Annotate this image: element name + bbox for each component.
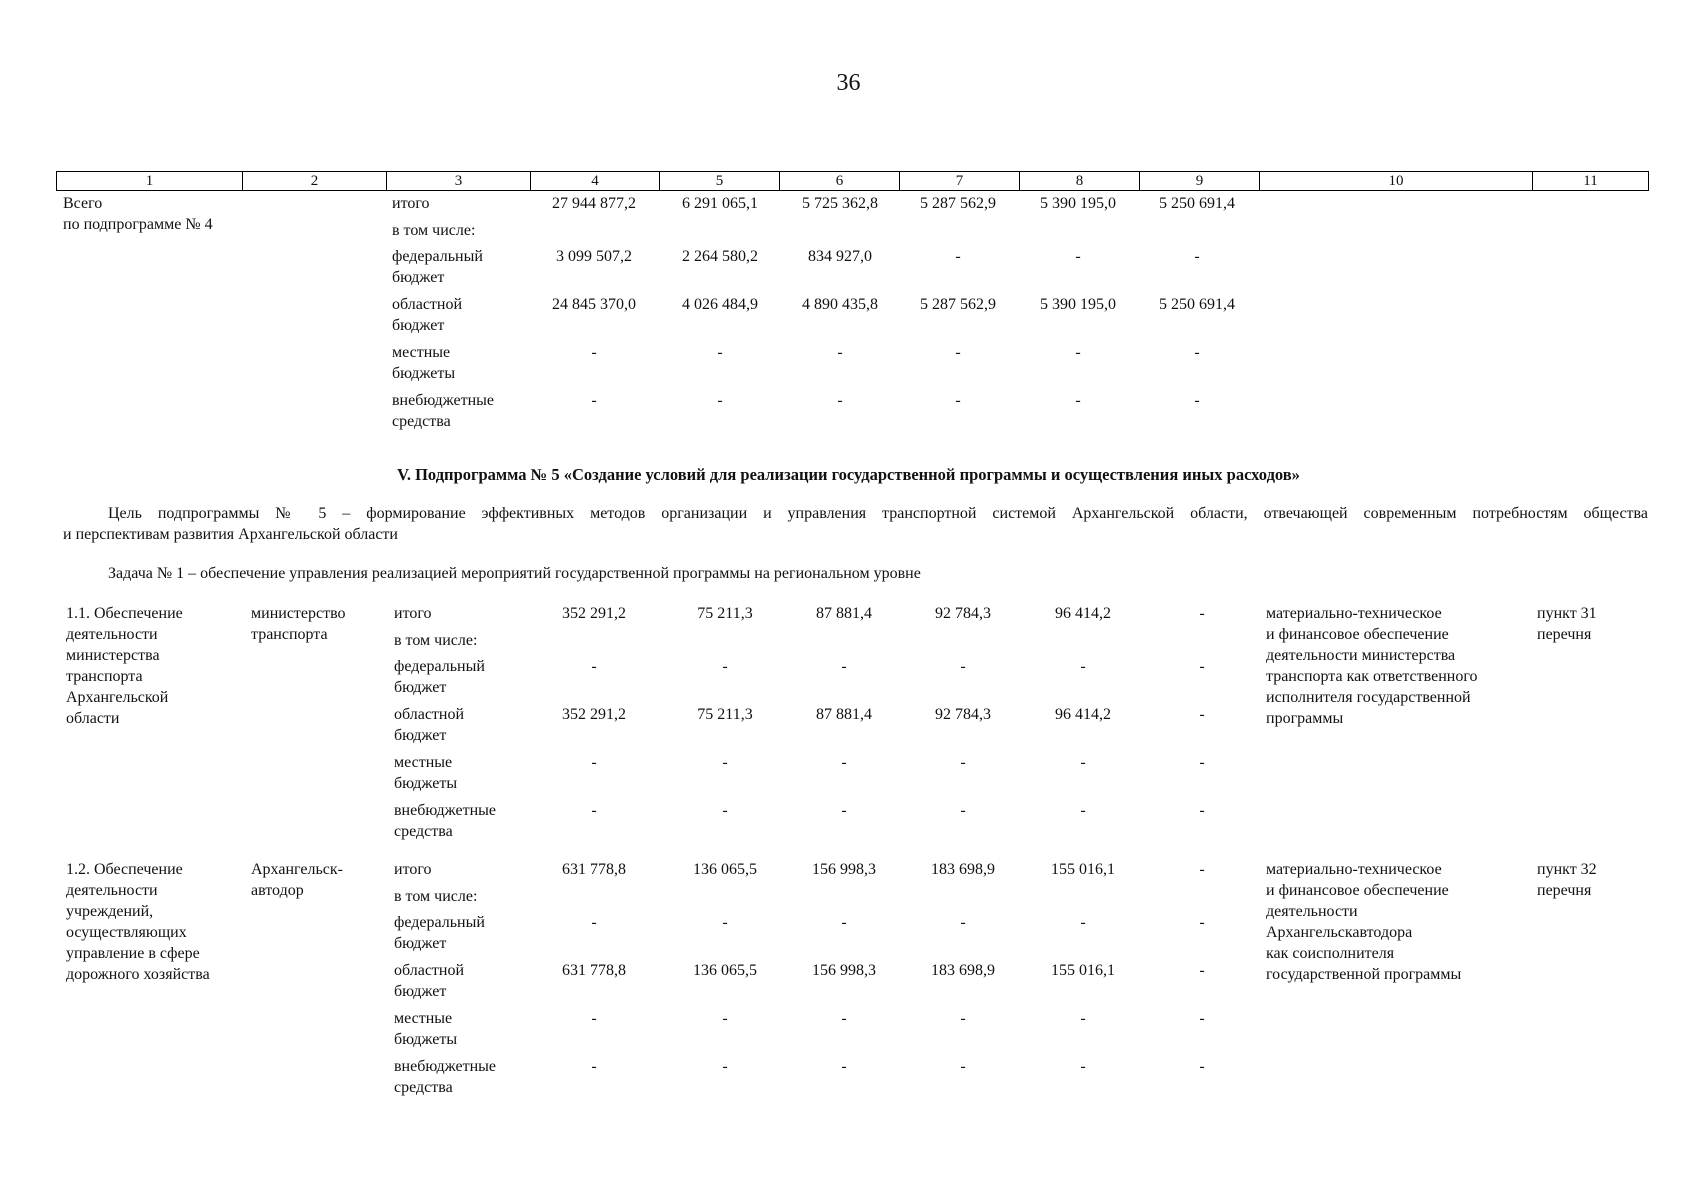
item-value-cell: 75 211,3 — [697, 605, 753, 622]
item-source-label: областной — [394, 706, 465, 723]
item-name-line: осуществляющих — [66, 924, 187, 941]
item-result-line: транспорта как ответственного — [1266, 668, 1478, 685]
item-result-line: программы — [1266, 710, 1344, 727]
item-source-label: бюджеты — [394, 775, 458, 792]
header-cell-9: 9 — [1140, 172, 1260, 191]
item-result-line: государственной программы — [1266, 966, 1462, 983]
task-heading: Задача № 1 – обеспечение управления реализацией мероприятий государственной программы на региональном уровне — [108, 565, 921, 582]
goal-line1: Цель подпрограммы № 5 – формирование эффективных методов организации и управления транспортной системой Архангельской области, отвечающей современным потребностям общества — [108, 505, 1648, 522]
item-value-cell: 96 414,2 — [1055, 706, 1111, 723]
item-name-line: дорожного хозяйства — [66, 966, 210, 983]
item-source-label: местные — [394, 1010, 453, 1027]
item-value-cell: - — [1080, 914, 1086, 931]
item-value-cell: 156 998,3 — [812, 861, 876, 878]
item-value-cell: 87 881,4 — [816, 706, 872, 723]
item-value-cell: - — [960, 754, 966, 771]
page-number: 36 — [836, 70, 861, 96]
item-value-cell: - — [1199, 1010, 1205, 1027]
item-value-cell: - — [1199, 706, 1205, 723]
column-number-header — [56, 171, 1649, 191]
item-source-label: итого — [394, 605, 432, 622]
item-value-cell: - — [1199, 1058, 1205, 1075]
header-cell-2: 2 — [243, 172, 387, 191]
item-result-line: и финансовое обеспечение — [1266, 626, 1449, 643]
item-value-cell: 631 778,8 — [562, 962, 626, 979]
total-source-label: местные — [392, 344, 451, 361]
item-value-cell: 631 778,8 — [562, 861, 626, 878]
item-executor-line: министерство — [251, 605, 346, 622]
total-value-cell: 2 264 580,2 — [682, 248, 758, 265]
total-value-cell: - — [717, 344, 723, 361]
total-source-label: бюджеты — [392, 365, 456, 382]
item-result-line: и финансовое обеспечение — [1266, 882, 1449, 899]
header-cell-1: 1 — [57, 172, 243, 191]
total-source-label: средства — [392, 413, 451, 430]
item-value-cell: 96 414,2 — [1055, 605, 1111, 622]
item-value-cell: 352 291,2 — [562, 605, 626, 622]
item-result-line: как соисполнителя — [1266, 945, 1395, 962]
item-value-cell: - — [841, 658, 847, 675]
header-cell-6: 6 — [780, 172, 900, 191]
item-value-cell: - — [1080, 1010, 1086, 1027]
item-source-label: в том числе: — [394, 888, 478, 905]
item-value-cell: - — [960, 802, 966, 819]
total-value-cell: 5 287 562,9 — [920, 296, 996, 313]
item-value-cell: - — [1199, 605, 1205, 622]
total-value-cell: - — [591, 344, 597, 361]
total-value-cell: - — [837, 392, 843, 409]
item-source-label: федеральный — [394, 914, 485, 931]
item-source-label: средства — [394, 823, 453, 840]
item-value-cell: 155 016,1 — [1051, 861, 1115, 878]
header-cell-3: 3 — [387, 172, 531, 191]
item-value-cell: - — [722, 914, 728, 931]
item-value-cell: - — [841, 1058, 847, 1075]
total-value-cell: 5 390 195,0 — [1040, 195, 1116, 212]
item-executor-line: транспорта — [251, 626, 328, 643]
item-value-cell: - — [1080, 1058, 1086, 1075]
item-value-cell: - — [591, 914, 597, 931]
item-source-label: бюджет — [394, 935, 447, 952]
item-value-cell: - — [722, 802, 728, 819]
total-value-cell: - — [955, 248, 961, 265]
total-value-cell: - — [955, 344, 961, 361]
item-value-cell: - — [722, 754, 728, 771]
item-link-line: перечня — [1537, 626, 1592, 643]
total-source-label: областной — [392, 296, 463, 313]
item-name-line: министерства — [66, 647, 160, 664]
item-result-line: деятельности министерства — [1266, 647, 1456, 664]
item-value-cell: - — [1080, 658, 1086, 675]
item-value-cell: - — [1080, 802, 1086, 819]
total-value-cell: 5 725 362,8 — [802, 195, 878, 212]
item-value-cell: - — [1199, 914, 1205, 931]
item-value-cell: - — [722, 1058, 728, 1075]
total-value-cell: - — [1075, 392, 1081, 409]
goal-line2: и перспективам развития Архангельской области — [63, 526, 398, 543]
item-name-line: 1.1. Обеспечение — [66, 605, 183, 622]
item-value-cell: - — [1199, 754, 1205, 771]
item-value-cell: - — [960, 1010, 966, 1027]
total-value-cell: - — [1075, 248, 1081, 265]
item-source-label: федеральный — [394, 658, 485, 675]
item-value-cell: 136 065,5 — [693, 861, 757, 878]
item-result-line: исполнителя государственной — [1266, 689, 1471, 706]
item-value-cell: - — [841, 1010, 847, 1027]
item-source-label: бюджет — [394, 983, 447, 1000]
item-source-label: местные — [394, 754, 453, 771]
item-source-label: бюджет — [394, 679, 447, 696]
section-title: V. Подпрограмма № 5 «Создание условий для реализации государственной программы и осуществления иных расходов» — [397, 465, 1300, 484]
item-name-line: области — [66, 710, 120, 727]
total-label-line2: по подпрограмме № 4 — [63, 216, 213, 233]
total-value-cell: - — [1194, 392, 1200, 409]
total-value-cell: - — [1075, 344, 1081, 361]
item-value-cell: - — [960, 914, 966, 931]
total-value-cell: - — [955, 392, 961, 409]
total-source-label: бюджет — [392, 269, 445, 286]
total-source-label: итого — [392, 195, 430, 212]
item-name-line: транспорта — [66, 668, 143, 685]
total-source-label: бюджет — [392, 317, 445, 334]
item-value-cell: 92 784,3 — [935, 706, 991, 723]
total-value-cell: - — [837, 344, 843, 361]
item-source-label: бюджет — [394, 727, 447, 744]
total-value-cell: 27 944 877,2 — [552, 195, 636, 212]
item-source-label: внебюджетные — [394, 802, 496, 819]
header-cell-4: 4 — [531, 172, 660, 191]
header-cell-8: 8 — [1020, 172, 1140, 191]
item-value-cell: - — [1199, 658, 1205, 675]
item-value-cell: - — [591, 1058, 597, 1075]
item-executor-line: Архангельск- — [251, 861, 343, 878]
item-link-line: пункт 31 — [1537, 605, 1597, 622]
total-value-cell: 5 390 195,0 — [1040, 296, 1116, 313]
total-value-cell: - — [591, 392, 597, 409]
item-source-label: итого — [394, 861, 432, 878]
item-source-label: в том числе: — [394, 632, 478, 649]
item-value-cell: 183 698,9 — [931, 861, 995, 878]
header-cell-10: 10 — [1260, 172, 1533, 191]
item-value-cell: 87 881,4 — [816, 605, 872, 622]
item-value-cell: 183 698,9 — [931, 962, 995, 979]
item-result-line: деятельности — [1266, 903, 1358, 920]
item-value-cell: 136 065,5 — [693, 962, 757, 979]
item-value-cell: 352 291,2 — [562, 706, 626, 723]
item-name-line: управление в сфере — [66, 945, 200, 962]
total-value-cell: 5 250 691,4 — [1159, 296, 1235, 313]
item-name-line: учреждений, — [66, 903, 154, 920]
total-source-label: федеральный — [392, 248, 483, 265]
item-value-cell: 75 211,3 — [697, 706, 753, 723]
item-name-line: 1.2. Обеспечение — [66, 861, 183, 878]
item-value-cell: - — [1199, 802, 1205, 819]
item-value-cell: - — [1199, 962, 1205, 979]
item-value-cell: - — [960, 658, 966, 675]
item-value-cell: - — [1080, 754, 1086, 771]
total-value-cell: 24 845 370,0 — [552, 296, 636, 313]
item-value-cell: - — [841, 802, 847, 819]
total-value-cell: 6 291 065,1 — [682, 195, 758, 212]
total-value-cell: 3 099 507,2 — [556, 248, 632, 265]
item-result-line: материально-техническое — [1266, 605, 1442, 622]
total-value-cell: 5 250 691,4 — [1159, 195, 1235, 212]
item-value-cell: - — [722, 1010, 728, 1027]
item-name-line: деятельности — [66, 882, 158, 899]
item-link-line: пункт 32 — [1537, 861, 1597, 878]
item-result-line: материально-техническое — [1266, 861, 1442, 878]
item-source-label: средства — [394, 1079, 453, 1096]
item-value-cell: 156 998,3 — [812, 962, 876, 979]
item-value-cell: - — [841, 754, 847, 771]
item-value-cell: - — [960, 1058, 966, 1075]
item-source-label: внебюджетные — [394, 1058, 496, 1075]
item-value-cell: - — [591, 1010, 597, 1027]
item-name-line: Архангельской — [66, 689, 169, 706]
item-value-cell: - — [591, 658, 597, 675]
total-value-cell: 834 927,0 — [808, 248, 872, 265]
item-source-label: бюджеты — [394, 1031, 458, 1048]
header-cell-5: 5 — [660, 172, 780, 191]
total-label-line1: Всего — [63, 195, 103, 212]
item-name-line: деятельности — [66, 626, 158, 643]
item-source-label: областной — [394, 962, 465, 979]
total-source-label: внебюджетные — [392, 392, 494, 409]
total-value-cell: 5 287 562,9 — [920, 195, 996, 212]
header-cell-11: 11 — [1533, 172, 1649, 191]
item-value-cell: - — [722, 658, 728, 675]
header-cell-7: 7 — [900, 172, 1020, 191]
item-link-line: перечня — [1537, 882, 1592, 899]
item-value-cell: - — [841, 914, 847, 931]
total-value-cell: - — [1194, 344, 1200, 361]
total-value-cell: - — [717, 392, 723, 409]
item-value-cell: 92 784,3 — [935, 605, 991, 622]
item-executor-line: автодор — [251, 882, 304, 899]
item-value-cell: - — [591, 802, 597, 819]
item-result-line: Архангельскавтодора — [1266, 924, 1413, 941]
total-value-cell: - — [1194, 248, 1200, 265]
total-source-label: в том числе: — [392, 222, 476, 239]
item-value-cell: - — [1199, 861, 1205, 878]
item-value-cell: - — [591, 754, 597, 771]
item-value-cell: 155 016,1 — [1051, 962, 1115, 979]
total-value-cell: 4 890 435,8 — [802, 296, 878, 313]
total-value-cell: 4 026 484,9 — [682, 296, 758, 313]
